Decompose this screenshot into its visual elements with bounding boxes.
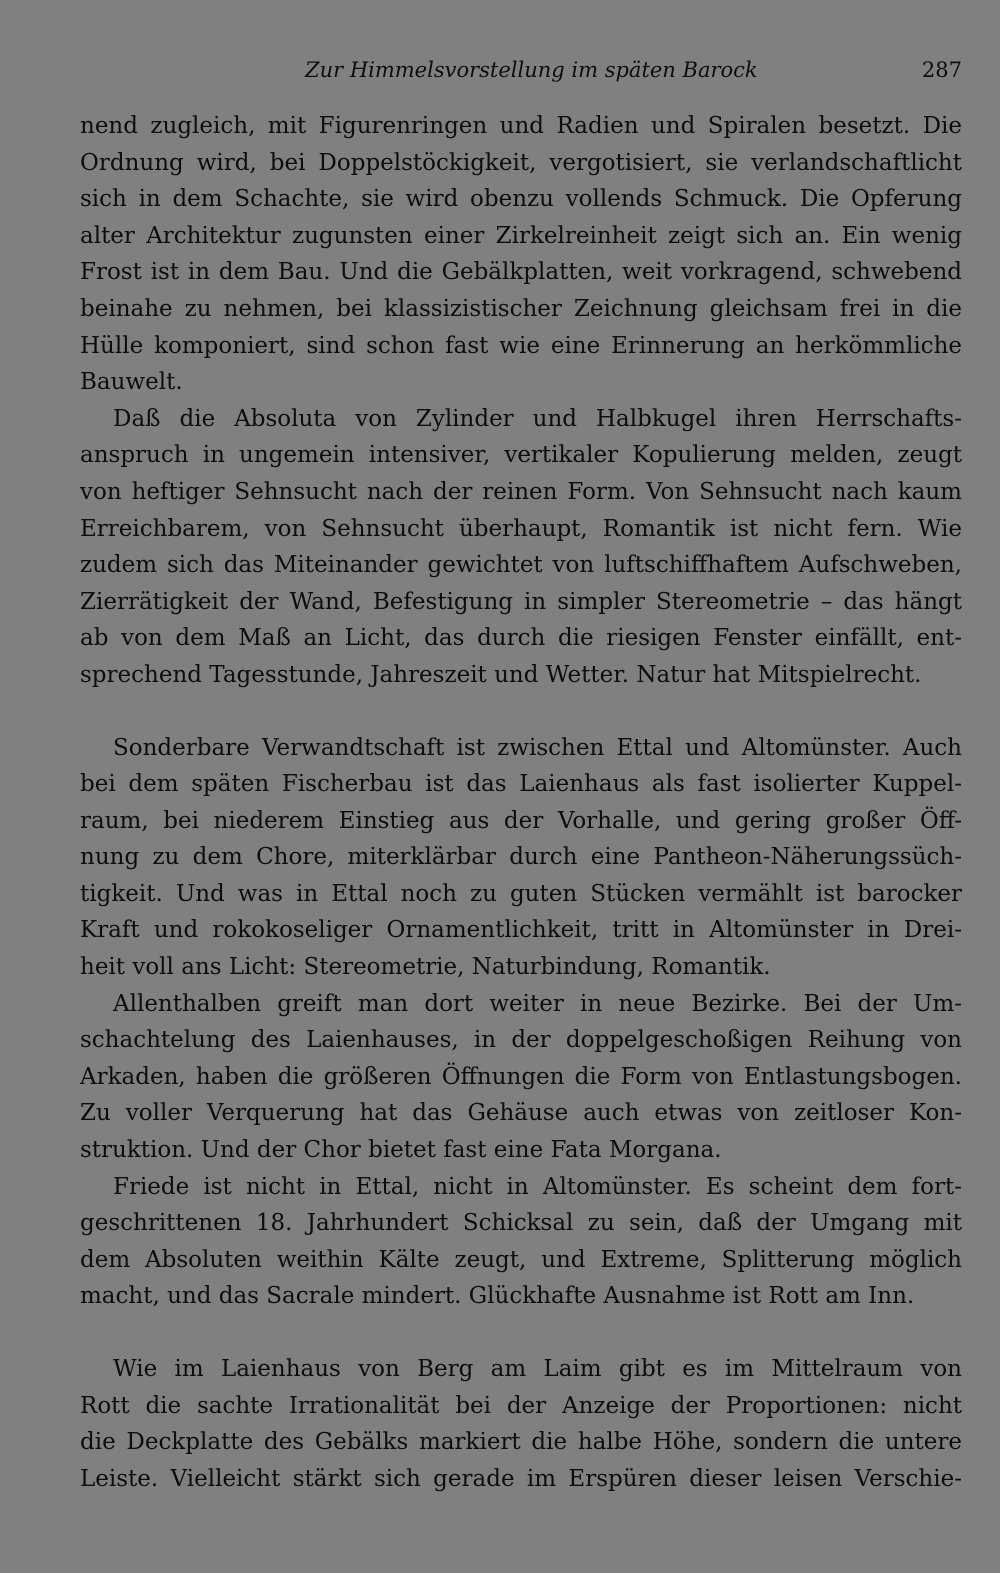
text-line: Bauwelt. [80,369,183,396]
text-line: zudem sich das Miteinander gewichtet von luftschiffhaftem Aufschweben, [80,552,962,579]
body-text [80,108,962,1497]
text-line: Daß die Absoluta von Zylinder und Halbkugel ihren Herrschafts- [113,405,962,432]
text-line: ab von dem Maß an Licht, das durch die riesigen Fenster einfällt, ent- [80,625,962,652]
text-line: Hülle komponiert, sind schon fast wie eine Erinnerung an herkömmliche [80,332,962,359]
text-line: Arkaden, haben die größeren Öffnungen die Form von Entlastungsbogen. [80,1063,962,1090]
text-line: nung zu dem Chore, miterklärbar durch eine Pantheon-Näherungssüch- [80,844,962,871]
text-line: beinahe zu nehmen, bei klassizistischer Zeichnung gleichsam frei in die [80,295,962,322]
text-line: raum, bei niederem Einstieg aus der Vorhalle, und gering großer Öff- [80,807,962,834]
running-title: Zur Himmelsvorstellung im späten Barock [305,58,758,82]
section-break [80,694,962,730]
text-line: Frost ist in dem Bau. Und die Gebälkplatten, weit vorkragend, schwebend [80,259,962,286]
book-page [80,52,962,1497]
paragraph [80,1169,962,1315]
text-line: von heftiger Sehnsucht nach der reinen Form. Von Sehnsucht nach kaum [80,478,962,505]
text-line: tigkeit. Und was in Ettal noch zu guten Stücken vermählt ist barocker [80,880,962,907]
text-line: die Deckplatte des Gebälks markiert die halbe Höhe, sondern die untere [80,1429,962,1456]
text-line: heit voll ans Licht: Stereometrie, Naturbindung, Romantik. [80,954,771,981]
paragraph [80,986,962,1169]
text-line: geschrittenen 18. Jahrhundert Schicksal zu sein, daß der Umgang mit [80,1210,962,1237]
paragraph [80,108,962,401]
text-line: Rott die sachte Irrationalität bei der Anzeige der Proportionen: nicht [80,1392,962,1419]
text-line: alter Architektur zugunsten einer Zirkelreinheit zeigt sich an. Ein wenig [80,222,962,249]
text-line: Leiste. Vielleicht stärkt sich gerade im Erspüren dieser leisen Verschie- [80,1465,962,1492]
text-line: struktion. Und der Chor bietet fast eine Fata Morgana. [80,1137,722,1164]
text-line: Zierrätigkeit der Wand, Befestigung in simpler Stereometrie – das hängt [80,588,962,615]
text-line: Erreichbarem, von Sehnsucht überhaupt, Romantik ist nicht fern. Wie [80,515,962,542]
text-line: Ordnung wird, bei Doppelstöckigkeit, vergotisiert, sie verlandschaftlicht [80,149,962,176]
running-head [80,52,962,88]
text-line: anspruch in ungemein intensiver, vertikaler Kopulierung melden, zeugt [80,442,962,469]
text-line: macht, und das Sacrale mindert. Glückhafte Ausnahme ist Rott am Inn. [80,1283,915,1310]
text-line: schachtelung des Laienhauses, in der doppelgeschoßigen Reihung von [80,1027,962,1054]
text-line: dem Absoluten weithin Kälte zeugt, und Extreme, Splitterung möglich [80,1246,962,1273]
text-line: Allenthalben greift man dort weiter in neue Bezirke. Bei der Um- [113,990,962,1017]
paragraph [80,401,962,694]
page-number: 287 [921,58,962,82]
text-line: Kraft und rokokoseliger Ornamentlichkeit, tritt in Altomünster in Drei- [80,917,962,944]
paragraph [80,1351,962,1497]
text-line: sprechend Tagesstunde, Jahreszeit und Wetter. Natur hat Mitspielrecht. [80,661,922,688]
text-line: sich in dem Schachte, sie wird obenzu vollends Schmuck. Die Opferung [80,186,962,213]
text-line: Wie im Laienhaus von Berg am Laim gibt es im Mittelraum von [113,1356,962,1382]
text-line: nend zugleich, mit Figurenringen und Radien und Spiralen besetzt. Die [80,113,962,139]
text-line: Zu voller Verquerung hat das Gehäuse auch etwas von zeitloser Kon- [80,1100,962,1127]
text-line: Sonderbare Verwandtschaft ist zwischen Ettal und Altomünster. Auch [113,734,962,761]
section-break [80,1315,962,1351]
paragraph [80,730,962,986]
text-line: Friede ist nicht in Ettal, nicht in Altomünster. Es scheint dem fort- [113,1173,962,1200]
text-line: bei dem späten Fischerbau ist das Laienhaus als fast isolierter Kuppel- [80,771,962,798]
